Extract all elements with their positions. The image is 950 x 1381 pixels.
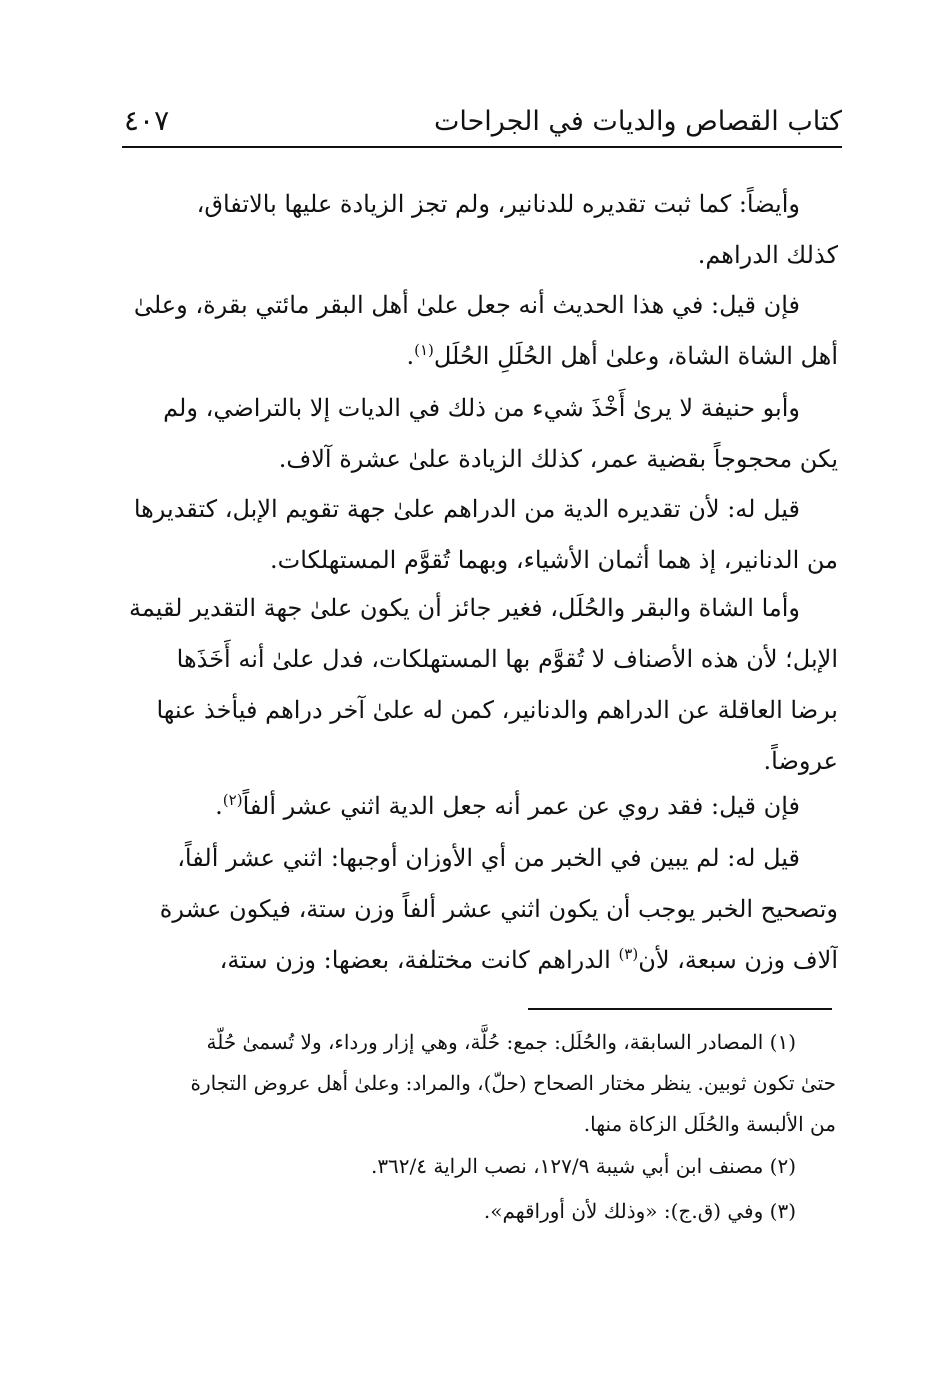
text-line: عروضاً. (763, 747, 838, 775)
paragraph-1 (118, 179, 838, 281)
text-run: فإن قيل: فقد روي عن عمر أنه جعل الدية اثني عشر ألفاً (242, 792, 800, 820)
footnote-3 (116, 1191, 836, 1232)
footnote-line: من الألبسة والحُلَل الزكاة منها. (583, 1112, 836, 1136)
paragraph-4 (118, 484, 838, 586)
footnote-line: (٢) مصنف ابن أبي شيبة ١٢٧/٩، نصب الراية ٣٦٢/٤. (370, 1154, 796, 1178)
text-run: . (406, 342, 415, 370)
footnote-ref-2: (٢) (222, 791, 243, 809)
footnote-ref-3: (٣) (618, 945, 639, 963)
running-title: كتاب القصاص والديات في الجراحات (433, 106, 842, 137)
text-line: الإبل؛ لأن هذه الأصناف لا تُقوَّم بها المستهلكات، فدل علىٰ أنه أَخَذَها (176, 645, 838, 673)
text-line: قيل له: لم يبين في الخبر من أي الأوزان أوجبها: اثني عشر ألفاً، (177, 844, 800, 872)
text-line: كذلك الدراهم. (697, 241, 838, 269)
paragraph-7 (118, 833, 838, 986)
text-run: . (215, 792, 223, 820)
text-line: برضا العاقلة عن الدراهم والدنانير، كمن له علىٰ آخر دراهم فيأخذ عنها (156, 696, 838, 724)
footnote-line: (٣) وفي (ق.ج): «وذلك لأن أوراقهم». (483, 1199, 796, 1223)
text-line (118, 935, 838, 986)
text-run: أهل الشاة الشاة، وعلىٰ أهل الحُلَلِ الحُلَل (433, 342, 838, 370)
paragraph-6 (118, 781, 838, 832)
page-number: ٤٠٧ (124, 104, 170, 137)
text-line: وأيضاً: كما ثبت تقديره للدنانير، ولم تجز الزيادة عليها بالاتفاق، (196, 190, 800, 218)
footnote-divider (528, 1008, 832, 1010)
paragraph-5 (118, 583, 838, 787)
paragraph-2 (118, 280, 838, 382)
text-line (118, 331, 838, 382)
text-line: فإن قيل: في هذا الحديث أنه جعل علىٰ أهل البقر مائتي بقرة، وعلىٰ (133, 291, 800, 319)
page-header (122, 100, 842, 148)
text-line: يكن محجوجاً بقضية عمر، كذلك الزيادة علىٰ عشرة آلاف. (278, 445, 838, 473)
text-run: آلاف وزن سبعة، لأن (638, 946, 838, 974)
footnote-1 (116, 1022, 836, 1145)
paragraph-3 (118, 383, 838, 485)
footnote-2 (116, 1146, 836, 1187)
text-line: من الدنانير، إذ هما أثمان الأشياء، وبهما تُقوَّم المستهلكات. (270, 546, 838, 574)
text-line (118, 781, 838, 832)
text-run: الدراهم كانت مختلفة، بعضها: وزن ستة، (219, 946, 611, 974)
text-line: وأبو حنيفة لا يرىٰ أَخْذَ شيء من ذلك في الديات إلا بالتراضي، ولم (163, 394, 800, 422)
text-line: وأما الشاة والبقر والحُلَل، فغير جائز أن يكون علىٰ جهة التقدير لقيمة (129, 594, 800, 622)
text-line: وتصحيح الخبر يوجب أن يكون اثني عشر ألفاً وزن ستة، فيكون عشرة (159, 895, 838, 923)
text-line: قيل له: لأن تقديره الدية من الدراهم علىٰ جهة تقويم الإبل، كتقديرها (133, 495, 800, 523)
footnote-line: (١) المصادر السابقة، والحُلَل: جمع: حُلَّة، وهي إزار ورداء، ولا تُسمىٰ حُلّة (206, 1030, 796, 1054)
footnote-line: حتىٰ تكون ثوبين. ينظر مختار الصحاح (حلّ)، والمراد: وعلىٰ أهل عروض التجارة (190, 1071, 836, 1095)
footnote-ref-1: (١) (414, 341, 434, 359)
